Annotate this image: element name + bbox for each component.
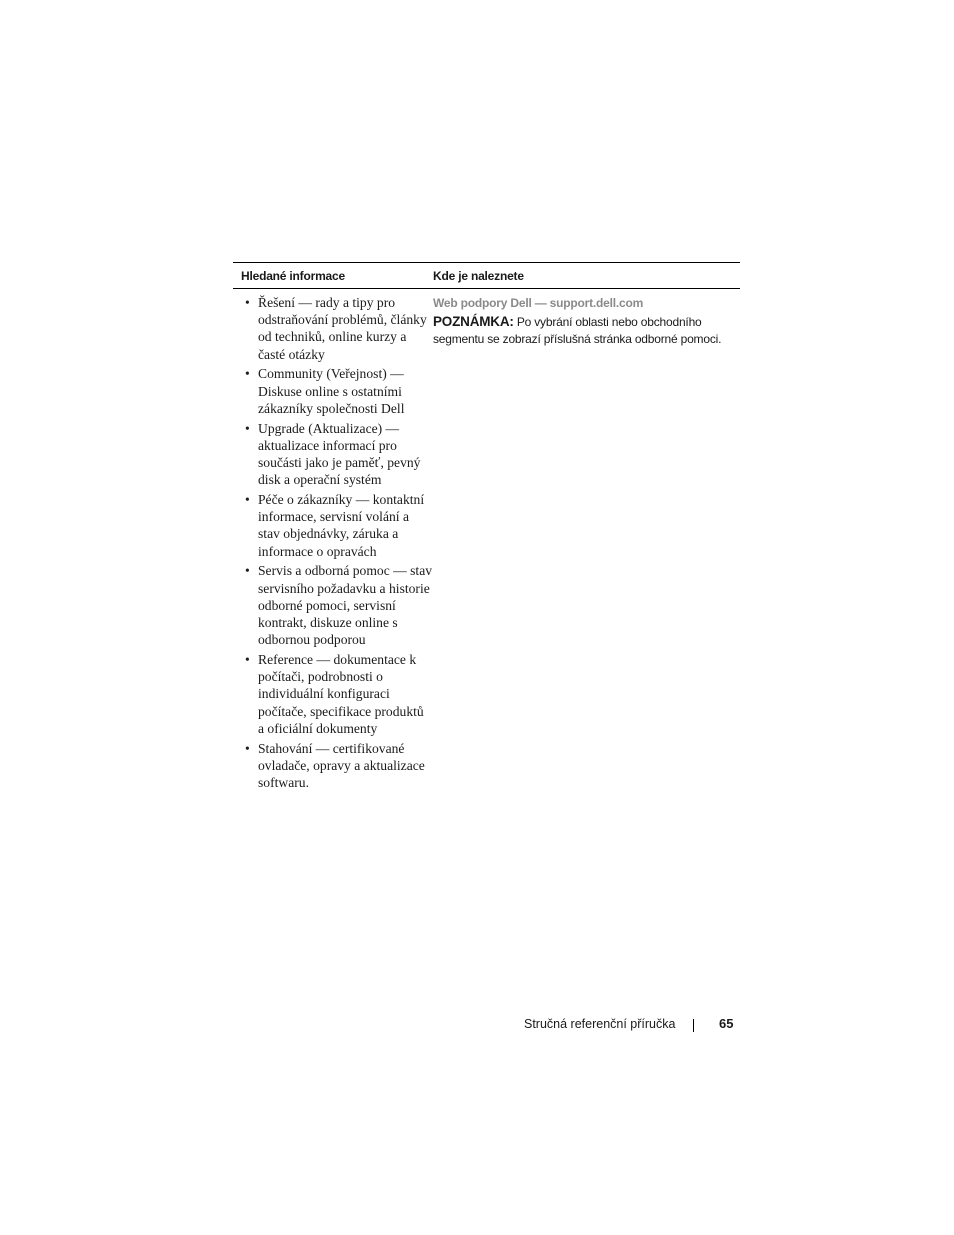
info-table — [233, 262, 740, 794]
header-right: Kde je naleznete — [433, 268, 524, 283]
list-item: • Reference — dokumentace k počítači, podrobnosti o individuální konfiguraci počítače, specifikace produktů a oficiální dokumenty — [243, 651, 433, 737]
note-label: POZNÁMKA: — [433, 314, 514, 329]
support-site-link[interactable]: Web podpory Dell — support.dell.com — [433, 296, 644, 310]
list-item: • Upgrade (Aktualizace) — aktualizace informací pro součásti jako je paměť, pevný disk a operační systém — [243, 420, 433, 489]
info-cell — [233, 294, 433, 794]
table-row — [233, 289, 740, 794]
page-footer — [524, 1015, 736, 1035]
note — [433, 313, 740, 348]
list-item: • Community (Veřejnost) — Diskuse online s ostatními zákazníky společnosti Dell — [243, 365, 433, 417]
source-cell — [433, 294, 740, 794]
header-left: Hledané informace — [241, 268, 345, 283]
list-item: • Servis a odborná pomoc — stav servisního požadavku a historie odborné pomoci, servisní kontrakt, diskuze online s odbornou podporou — [243, 562, 433, 648]
list-item: • Řešení — rady a tipy pro odstraňování problémů, články od techniků, online kurzy a časté otázky — [243, 294, 433, 363]
footer-title: Stručná referenční příručka — [524, 1017, 676, 1031]
list-item: • Péče o zákazníky — kontaktní informace, servisní volání a stav objednávky, záruka a informace o opravách — [243, 491, 433, 560]
table-header — [233, 263, 740, 289]
info-list — [243, 294, 433, 791]
list-item: • Stahování — certifikované ovladače, opravy a aktualizace softwaru. — [243, 740, 433, 792]
page-number: 65 — [719, 1016, 734, 1031]
footer-divider — [693, 1019, 694, 1032]
note-text: Po vybrání oblasti nebo obchodního segmentu se zobrazí příslušná stránka odborné pomoci. — [433, 315, 722, 346]
